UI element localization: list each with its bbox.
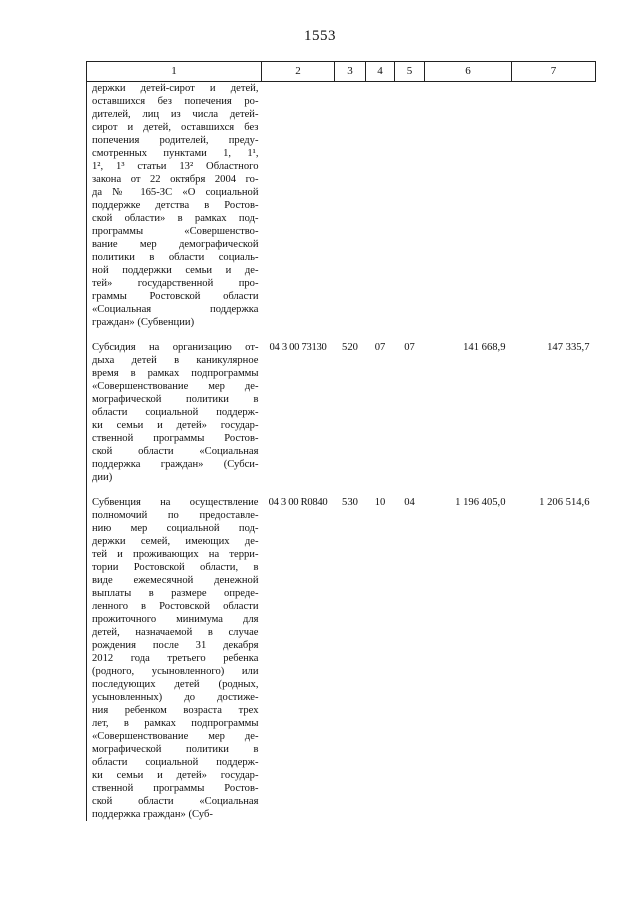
description-line: оставшихся без попечения ро- xyxy=(92,96,259,107)
budget-table xyxy=(86,61,596,821)
description-line: закона от 22 октября 2004 го- xyxy=(92,174,259,185)
description-line: поддержка граждан» (Субси- xyxy=(92,459,259,470)
description-line: поддержке детства в Ростов- xyxy=(92,200,259,211)
column-header: 7 xyxy=(512,62,596,82)
description-line: держки детей-сирот и детей, xyxy=(92,83,259,94)
description-line: ской области «Социальная xyxy=(92,446,259,457)
amount-year-2 xyxy=(512,82,596,330)
description-line: лет, в рамках подпрограммы xyxy=(92,718,259,729)
description-line: рождения после 31 декабря xyxy=(92,640,259,651)
description-line: мографической политики в xyxy=(92,744,259,755)
description-line: дии) xyxy=(92,472,113,483)
subsection xyxy=(395,82,425,330)
description-line: последующих детей (родных, xyxy=(92,679,259,690)
description-line: да № 165-ЗС «О социальной xyxy=(92,187,259,198)
subsection: 04 xyxy=(404,497,415,508)
description-line: сирот и детей, оставшихся без xyxy=(92,122,259,133)
description-line: усыновленных) до достиже- xyxy=(92,692,259,703)
table-row xyxy=(87,82,596,330)
column-header: 2 xyxy=(262,62,335,82)
description-line: ской области» в рамках под- xyxy=(92,213,259,224)
description-line: граждан» (Субвенции) xyxy=(92,317,195,328)
description-line: ленного в Ростовской области xyxy=(92,601,259,612)
amount-year-1: 141 668,9 xyxy=(463,342,506,353)
description-line: 1², 1³ статьи 13² Областного xyxy=(92,161,259,172)
description-line: выплаты в размере опреде- xyxy=(92,588,259,599)
section xyxy=(366,82,395,330)
row-description xyxy=(87,82,262,330)
description-line: ной поддержки семьи и де- xyxy=(92,265,259,276)
description-line: программы «Совершенство- xyxy=(92,226,259,237)
description-line: полномочий по предоставле- xyxy=(92,510,259,521)
classification-code xyxy=(262,82,335,330)
description-line: дыха детей в каникулярное xyxy=(92,355,259,366)
classification-code: 04 3 00 73130 xyxy=(269,342,327,353)
description-line: тей и проживающих на терри- xyxy=(92,549,259,560)
description-line: смотренных пунктами 1, 1¹, xyxy=(92,148,259,159)
amount-year-1 xyxy=(425,82,512,330)
row-spacer xyxy=(87,484,596,496)
description-line: Субвенция на осуществление xyxy=(92,497,259,508)
subsection: 07 xyxy=(404,342,415,353)
column-header: 4 xyxy=(366,62,395,82)
column-header: 1 xyxy=(87,62,262,82)
description-line: тей» государственной про- xyxy=(92,278,259,289)
description-line: ственной программы Ростов- xyxy=(92,433,259,444)
description-line: нию мер социальной под- xyxy=(92,523,259,534)
description-line: поддержка граждан» (Суб- xyxy=(92,809,213,820)
row-spacer xyxy=(87,329,596,341)
description-line: (родного, усыновленного) или xyxy=(92,666,259,677)
row-description xyxy=(87,341,262,484)
description-line: тории Ростовской области, в xyxy=(92,562,259,573)
description-line: 2012 года третьего ребенка xyxy=(92,653,259,664)
amount-year-2: 1 206 514,6 xyxy=(539,497,590,508)
column-header: 3 xyxy=(335,62,366,82)
description-line: мографической политики в xyxy=(92,394,259,405)
expense-type xyxy=(335,82,366,330)
description-line: ственной программы Ростов- xyxy=(92,783,259,794)
row-description xyxy=(87,496,262,821)
expense-type: 520 xyxy=(342,342,358,353)
description-line: «Совершенствование мер де- xyxy=(92,381,259,392)
description-line: ки семьи и детей» государ- xyxy=(92,420,259,431)
description-line: ской области «Социальная xyxy=(92,796,259,807)
description-line: граммы Ростовской области xyxy=(92,291,259,302)
description-line: виде ежемесячной денежной xyxy=(92,575,259,586)
column-header: 6 xyxy=(425,62,512,82)
table-header-row xyxy=(87,62,596,82)
description-line: ки семьи и детей» государ- xyxy=(92,770,259,781)
description-line: держки семей, имеющих де- xyxy=(92,536,259,547)
column-header: 5 xyxy=(395,62,425,82)
description-line: Субсидия на организацию от- xyxy=(92,342,259,353)
section: 10 xyxy=(374,497,386,508)
description-line: «Совершенствование мер де- xyxy=(92,731,259,742)
expense-type: 530 xyxy=(342,497,358,508)
description-line: ния ребенком возраста трех xyxy=(92,705,259,716)
amount-year-1: 1 196 405,0 xyxy=(455,497,506,508)
description-line: дителей, лиц из числа детей- xyxy=(92,109,259,120)
table-row xyxy=(87,496,596,821)
description-line: вание мер демографической xyxy=(92,239,259,250)
section: 07 xyxy=(374,342,386,353)
amount-year-2: 147 335,7 xyxy=(547,342,590,353)
description-line: политики в области социаль- xyxy=(92,252,259,263)
description-line: области социальной поддерж- xyxy=(92,757,259,768)
description-line: «Социальная поддержка xyxy=(92,304,259,315)
description-line: области социальной поддерж- xyxy=(92,407,259,418)
page-number: 1553 xyxy=(304,28,336,44)
classification-code: 04 3 00 R0840 xyxy=(268,497,328,508)
description-line: попечения родителей, преду- xyxy=(92,135,259,146)
description-line: детей, назначаемой в случае xyxy=(92,627,259,638)
description-line: время в рамках подпрограммы xyxy=(92,368,259,379)
table-row xyxy=(87,341,596,484)
description-line: прожиточного минимума для xyxy=(92,614,259,625)
